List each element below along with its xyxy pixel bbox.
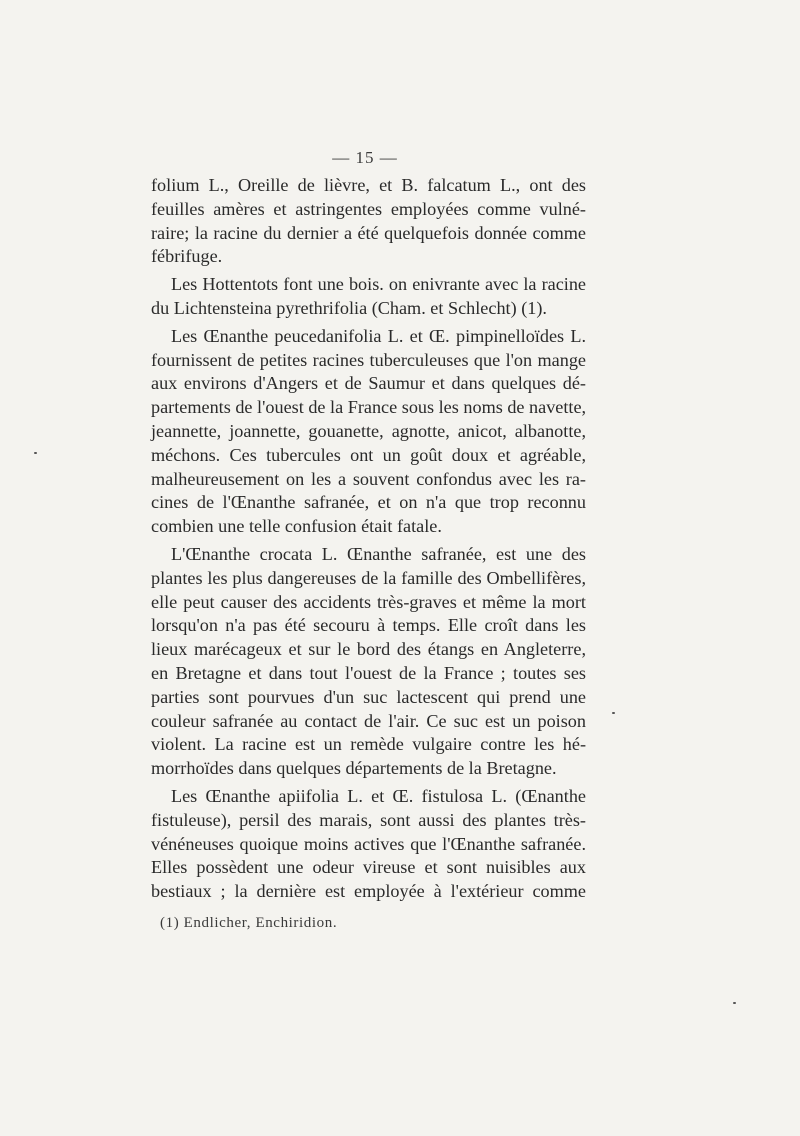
text-line: Elles possèdent une odeur vireuse et sont nuisibles aux [151, 857, 586, 878]
text-line: aux environs d'Angers et de Saumur et dans quelques dé- [151, 373, 586, 394]
text-line: partements de l'ouest de la France sous les noms de navette, [151, 397, 587, 418]
text-line: jeannette, joannette, gouanette, agnotte, anicot, albanotte, [151, 420, 586, 441]
body-text [151, 174, 586, 904]
text-line: feuilles amères et astringentes employées comme vulné- [151, 198, 586, 219]
text-line: parties sont pourvues d'un suc lactescent qui prend une [151, 686, 586, 707]
text-line: en Bretagne et dans tout l'ouest de la France ; toutes ses [151, 662, 586, 683]
text-line: bestiaux ; la dernière est employée à l'extérieur comme [151, 881, 586, 902]
text-line: fistuleuse), persil des marais, sont aussi des plantes très- [151, 809, 586, 830]
text-line: du Lichtensteina pyrethrifolia (Cham. et Schlecht) (1). [151, 297, 547, 318]
text-line: cines de l'Œnanthe safranée, et on n'a que trop reconnu [151, 492, 586, 513]
text-line: violent. La racine est un remède vulgaire contre les hé- [151, 734, 586, 755]
paper-speck [612, 712, 615, 714]
text-line: plantes les plus dangereuses de la famille des Ombellifères, [151, 567, 586, 588]
text-line: Les Œnanthe apiifolia L. et Œ. fistulosa L. (Œnanthe [171, 785, 586, 806]
footnote: (1) Endlicher, Enchiridion. [160, 915, 338, 931]
text-line: fébrifuge. [151, 246, 223, 267]
text-line: lieux marécageux et sur le bord des étangs en Angleterre, [151, 639, 586, 660]
text-line: Les Œnanthe peucedanifolia L. et Œ. pimpinelloïdes L. [171, 325, 586, 346]
text-line: méchons. Ces tubercules ont un goût doux et agréable, [151, 444, 586, 465]
text-line: couleur safranée au contact de l'air. Ce suc est un poison [151, 710, 586, 731]
text-line: raire; la racine du dernier a été quelquefois donnée comme [151, 222, 586, 243]
text-line: lorsqu'on n'a pas été secouru à temps. Elle croît dans les [151, 615, 586, 636]
text-line: morrhoïdes dans quelques départements de la Bretagne. [151, 758, 557, 779]
text-line: combien une telle confusion était fatale. [151, 516, 442, 537]
text-line: fournissent de petites racines tuberculeuses que l'on mange [151, 349, 586, 370]
text-line: folium L., Oreille de lièvre, et B. falcatum L., ont des [151, 175, 586, 195]
text-line: elle peut causer des accidents très-graves et même la mort [151, 591, 586, 612]
page-number: — 15 — [332, 148, 398, 167]
text-line: L'Œnanthe crocata L. Œnanthe safranée, est une des [171, 543, 586, 564]
paper-speck [34, 452, 37, 454]
text-line: vénéneuses quoique moins actives que l'Œnanthe safranée. [151, 833, 586, 854]
text-line: Les Hottentots font une bois. on enivrante avec la racine [171, 274, 586, 295]
paper-speck [733, 1002, 736, 1004]
text-line: malheureusement on les a souvent confondus avec les ra- [151, 468, 586, 489]
